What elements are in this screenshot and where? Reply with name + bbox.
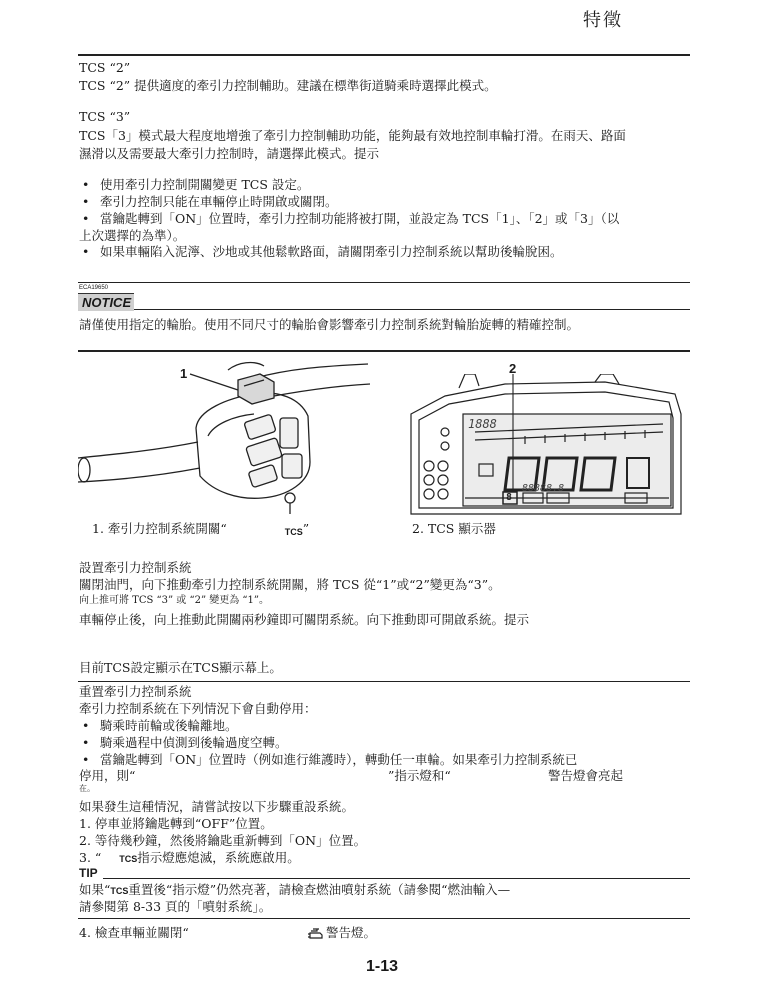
list-item-bullet: • [82,244,90,259]
list-item: 使用牽引力控制開關變更 TCS 設定。 [100,177,310,192]
caption-1-suffix: ” [302,521,310,536]
tcs-icon: TCS [119,854,138,864]
list-item-bullet: • [82,752,90,767]
list-item-bullet: • [82,194,90,209]
reset-step-2: 2. 等待幾秒鐘，然後將鑰匙重新轉到「ON」位置。 [79,833,367,848]
list-item: 當鑰匙轉到「ON」位置時（例如進行維護時），轉動任一車輪。如果牽引力控制系統已 [100,752,578,767]
setting-line-1: 關閉油門，向下推動牽引力控制系統開關，將 TCS 從“1”或“2”變更為“3”。 [79,577,501,592]
tcs-icon: TCS [284,527,303,537]
reset-step-1: 1. 停車並將鑰匙轉到“OFF”位置。 [79,816,273,831]
list-item: 騎乘過程中偵測到後輪過度空轉。 [100,735,288,750]
list-item-bullet: • [82,718,90,733]
tip-line-1-text: 重置後“指示燈”仍然亮著，請檢查燃油噴射系統（請參閱“燃油輸入— [128,882,511,897]
reset-continuation-a: 停用，則“ [79,768,136,783]
tcs3-body-line1: TCS「3」模式最大程度地增強了牽引力控制輔助功能，能夠最有效地控制車輪打滑。在雨天、路面 [79,128,626,143]
tip-line-2: 請參閱第 8-33 頁的「噴射系統」。 [79,899,272,914]
reset-steps-intro: 如果發生這種情況，請嘗試按以下步驟重設系統。 [79,799,355,814]
figure-caption-2: 2. TCS 顯示器 [412,521,496,536]
handlebar-switch-illustration [78,358,378,518]
setting-line-2: 向上推可將 TCS “3” 或 “2” 變更為 “1”。 [79,595,270,606]
setting-heading: 設置牽引力控制系統 [79,560,192,575]
step-3-text: 指示燈應熄滅，系統應啟用。 [137,850,300,865]
list-item-bullet: • [82,735,90,750]
tip-bottom-rule [78,918,690,919]
caption-1-prefix: 1. 牽引力控制系統開關“ [92,521,227,536]
reset-intro: 牽引力控制系統在下列情況下會自動停用： [79,701,317,716]
notice-label: NOTICE [78,293,134,311]
tcs3-heading: TCS “3” [79,109,131,124]
notice-text: 請僅使用指定的輪胎。使用不同尺寸的輪胎會影響牽引力控制系統對輪胎旋轉的精確控制。 [79,317,580,332]
reset-continuation-c: 警告燈會亮起 [548,768,624,783]
reset-continuation-b: ”指示燈和“ [388,768,451,783]
figure-callout-2: 2 [509,361,517,376]
list-item: 騎乘時前輪或後輪離地。 [100,718,238,733]
list-item-bullet: • [82,177,90,192]
list-item-bullet: • [82,211,90,226]
tcs3-body-line2: 濕滑以及需要最大牽引力控制時，請選擇此模式。提示 [79,146,380,161]
notice-top-rule [78,282,690,283]
notice-label-rule [134,309,690,310]
reset-top-rule [78,681,690,682]
tcs2-heading: TCS “2” [79,60,131,75]
reset-step-3 [79,850,300,867]
setting-line-3: 車輛停止後，向上推動此開關兩秒鐘即可關閉系統。向下推動即可開啟系統。提示 [79,612,530,627]
display-digits-small: 1888 [468,417,497,431]
list-item: 如果車輛陷入泥濘、沙地或其他鬆軟路面，請關閉牽引力控制系統以幫助後輪脫困。 [100,244,563,259]
display-odometer: 88888.8 [522,483,565,494]
reset-step-4-prefix: 4. 檢查車輛並關閉“ [79,925,189,940]
reset-continuation-tail: 在。 [79,784,95,793]
figure-caption-1 [92,521,309,540]
tip-label-rule [103,878,690,879]
notice-bottom-rule [78,350,690,352]
figure-callout-1: 1 [180,366,188,381]
header-rule [78,54,690,56]
reset-heading: 重置牽引力控制系統 [79,684,192,699]
list-item-continuation: 上次選擇的為準）。 [79,228,186,243]
tip-label: TIP [79,866,98,880]
step-3-prefix: 3. “ [79,850,102,865]
page-header-title: 特徵 [583,10,623,31]
tip-line-1-prefix: 如果“ [79,882,111,897]
instrument-display-illustration [405,374,690,522]
page-number: 1-13 [366,958,399,975]
reset-step-4-suffix: 警告燈。 [326,925,377,940]
list-item: 當鑰匙轉到「ON」位置時，牽引力控制功能將被打開，並設定為 TCS「1」、「2」或「3」（以 [100,211,620,226]
engine-warning-icon [308,928,324,940]
list-item: 牽引力控制只能在車輛停止時開啟或關閉。 [100,194,338,209]
tcs2-body: TCS “2” 提供適度的牽引力控制輔助。建議在標準街道騎乘時選擇此模式。 [79,78,497,93]
notice-code: ECA19650 [79,285,109,291]
display-tcs-value: 8 [506,492,513,503]
current-setting-note: 目前TCS設定顯示在TCS顯示幕上。 [79,660,282,675]
tip-line-1 [79,882,510,899]
tcs-icon: TCS [110,886,129,896]
